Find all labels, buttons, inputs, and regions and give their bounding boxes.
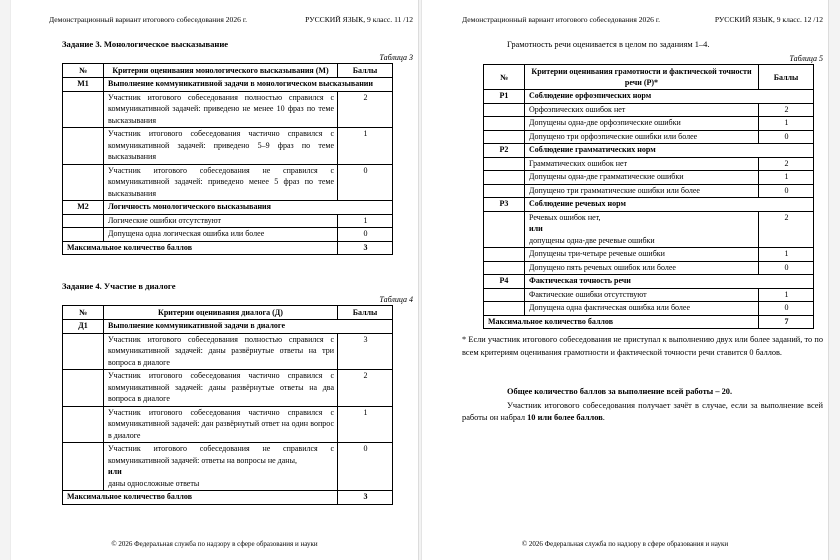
footnote-paragraph: * Если участник итогового собеседования не приступал к выполнению двух или более заданий, то по всем критериям оценивания грамотности и фактической точности речи ставится 0 баллов. — [462, 335, 823, 357]
column-header: № — [63, 64, 104, 78]
criterion-text-cell: Допущены три-четыре речевые ошибки — [525, 248, 759, 262]
criterion-group-title-cell: Логичность монологического высказывания — [104, 201, 393, 215]
table-row — [63, 214, 393, 228]
criterion-number-cell — [484, 184, 525, 198]
criterion-text-cell: Участник итогового собеседования полностью справился с коммуникативной задачей: приведено не менее 10 фраз по теме высказывания — [104, 91, 338, 128]
table-row — [63, 128, 393, 165]
criterion-number-cell: Р3 — [484, 198, 525, 212]
score-cell: 1 — [759, 288, 814, 302]
score-cell: 1 — [338, 128, 393, 165]
table-header-row — [63, 64, 393, 78]
criterion-number-cell — [63, 164, 104, 201]
table-row — [63, 443, 393, 491]
criterion-number-cell — [484, 211, 525, 248]
score-cell: 2 — [338, 91, 393, 128]
max-score-value-cell: 3 — [338, 491, 393, 505]
score-cell: 3 — [338, 333, 393, 370]
criterion-text-cell: Допущены одна-две орфоэпические ошибки — [525, 117, 759, 131]
score-cell: 2 — [759, 157, 814, 171]
criterion-text-line: или — [529, 224, 543, 233]
criterion-number-cell — [484, 103, 525, 117]
column-header: Баллы — [338, 64, 393, 78]
table-row — [484, 184, 814, 198]
criterion-text-cell: Логические ошибки отсутствуют — [104, 214, 338, 228]
table3-caption: Таблица 3 — [379, 53, 413, 62]
criterion-text-cell: Допущено три грамматические ошибки или более — [525, 184, 759, 198]
table-row — [63, 78, 393, 92]
criterion-group-title-cell: Фактическая точность речи — [525, 275, 814, 289]
criterion-text-cell: Допущено три орфоэпические ошибки или более — [525, 130, 759, 144]
criterion-number-cell — [484, 248, 525, 262]
criterion-text-line: или — [108, 467, 122, 476]
score-cell: 1 — [759, 171, 814, 185]
criterion-text-cell: Допущена одна фактическая ошибка или более — [525, 302, 759, 316]
table-row — [484, 90, 814, 104]
column-header: Баллы — [759, 65, 814, 90]
criterion-text-line: даны односложные ответы — [108, 478, 200, 488]
table-row — [484, 302, 814, 316]
column-header: Критерии оценивания грамотности и фактической точности речи (Р)* — [525, 65, 759, 90]
subject-page-number: РУССКИЙ ЯЗЫК, 9 класс. 11 /12 — [305, 15, 413, 24]
criterion-text-cell: Участник итогового собеседования частично справился с коммуникативной задачей: приведено 5–9 фраз по теме высказывания — [104, 128, 338, 165]
subject-page-number: РУССКИЙ ЯЗЫК, 9 класс. 12 /12 — [714, 15, 823, 24]
table-row — [484, 211, 814, 248]
table-row — [484, 315, 814, 329]
score-cell: 2 — [338, 370, 393, 407]
criterion-number-cell — [63, 443, 104, 491]
table-row — [63, 333, 393, 370]
score-cell: 1 — [338, 406, 393, 443]
criterion-number-cell — [63, 228, 104, 242]
criterion-number-cell — [63, 91, 104, 128]
score-cell: 2 — [759, 211, 814, 248]
table-row — [484, 275, 814, 289]
criterion-text-line: Речевых ошибок нет, — [529, 212, 601, 222]
criterion-group-title-cell: Соблюдение грамматических норм — [525, 144, 814, 158]
criterion-number-cell — [484, 130, 525, 144]
column-header: № — [63, 306, 104, 320]
criterion-number-cell — [63, 370, 104, 407]
criterion-text-cell: Орфоэпических ошибок нет — [525, 103, 759, 117]
grammar-intro-paragraph: Грамотность речи оценивается в целом по заданиям 1–4. — [507, 40, 710, 49]
criterion-text-cell — [104, 443, 338, 491]
criterion-group-title-cell: Выполнение коммуникативной задачи в монологическом высказывании — [104, 78, 393, 92]
score-cell: 0 — [338, 443, 393, 491]
page-content — [422, 0, 828, 560]
criterion-number-cell: М1 — [63, 78, 104, 92]
table-row — [63, 241, 393, 255]
document-title: Демонстрационный вариант итогового собеседования 2026 г. — [462, 15, 660, 24]
table-header-row — [63, 306, 393, 320]
criterion-number-cell: Р1 — [484, 90, 525, 104]
criterion-group-title-cell: Выполнение коммуникативной задачи в диалоге — [104, 320, 393, 334]
column-header: № — [484, 65, 525, 90]
criterion-number-cell: Р2 — [484, 144, 525, 158]
criterion-number-cell: Д1 — [63, 320, 104, 334]
table-row — [63, 91, 393, 128]
table-row — [484, 198, 814, 212]
criterion-number-cell — [63, 333, 104, 370]
score-cell: 2 — [759, 103, 814, 117]
score-cell: 1 — [759, 117, 814, 131]
max-score-label-cell: Максимальное количество баллов — [63, 241, 338, 255]
max-score-label-cell: Максимальное количество баллов — [63, 491, 338, 505]
max-score-value-cell: 3 — [338, 241, 393, 255]
criteria-table-4 — [62, 305, 393, 505]
table-row — [484, 288, 814, 302]
table-row — [63, 320, 393, 334]
pass-text-end: . — [602, 413, 605, 422]
criterion-text-cell: Фактические ошибки отсутствуют — [525, 288, 759, 302]
criterion-group-title-cell: Соблюдение орфоэпических норм — [525, 90, 814, 104]
score-cell: 0 — [759, 302, 814, 316]
criterion-text-cell: Участник итогового собеседования не справился с коммуникативной задачей: приведено менее 5 фраз по теме высказывания — [104, 164, 338, 201]
table-row — [63, 201, 393, 215]
criterion-number-cell — [484, 117, 525, 131]
document-page-12 — [421, 0, 829, 560]
table-row — [484, 157, 814, 171]
table-row — [63, 164, 393, 201]
table5-caption: Таблица 5 — [789, 54, 823, 63]
table-header-row — [484, 65, 814, 90]
criterion-number-cell — [484, 171, 525, 185]
table-row — [484, 171, 814, 185]
page-content — [11, 0, 418, 560]
table4-caption: Таблица 4 — [379, 295, 413, 304]
score-cell: 1 — [338, 214, 393, 228]
task4-title: Задание 4. Участие в диалоге — [62, 281, 176, 291]
page-running-header — [49, 15, 413, 24]
pass-threshold: 10 или более баллов — [527, 413, 603, 422]
total-score-line: Общее количество баллов за выполнение всей работы – 20. — [507, 387, 733, 396]
page-footer-copyright: © 2026 Федеральная служба по надзору в сфере образования и науки — [111, 540, 318, 548]
max-score-value-cell: 7 — [759, 315, 814, 329]
score-cell: 0 — [759, 261, 814, 275]
score-cell: 0 — [759, 184, 814, 198]
criterion-number-cell — [484, 261, 525, 275]
table-row — [484, 117, 814, 131]
criterion-text-cell: Допущены одна-две грамматические ошибки — [525, 171, 759, 185]
pass-condition-paragraph — [462, 400, 823, 425]
criterion-text-cell: Участник итогового собеседования полностью справился с коммуникативной задачей: даны развёрнутые ответы на три вопроса в диалоге — [104, 333, 338, 370]
column-header: Критерии оценивания диалога (Д) — [104, 306, 338, 320]
criterion-text-cell: Участник итогового собеседования частично справился с коммуникативной задачей: дан развёрнутый ответ на один вопрос в диалоге — [104, 406, 338, 443]
criterion-text-cell: Допущена одна логическая ошибка или более — [104, 228, 338, 242]
table-row — [63, 370, 393, 407]
max-score-label-cell: Максимальное количество баллов — [484, 315, 759, 329]
criterion-number-cell — [484, 157, 525, 171]
criterion-text-cell: Участник итогового собеседования частично справился с коммуникативной задачей: даны развёрнутые ответы на два вопроса в диалоге — [104, 370, 338, 407]
criterion-number-cell — [63, 406, 104, 443]
column-header: Баллы — [338, 306, 393, 320]
page-running-header — [462, 15, 823, 24]
pass-text: Участник итогового собеседования получает зачёт в случае, если за выполнение всей работы он набрал — [462, 400, 823, 422]
criteria-table-5 — [483, 64, 814, 329]
table-row — [63, 406, 393, 443]
criterion-number-cell — [484, 288, 525, 302]
table-row — [484, 261, 814, 275]
document-page-11 — [10, 0, 419, 560]
criteria-table-3 — [62, 63, 393, 255]
document-title: Демонстрационный вариант итогового собеседования 2026 г. — [49, 15, 247, 24]
table-row — [484, 248, 814, 262]
criterion-text-cell: Допущено пять речевых ошибок или более — [525, 261, 759, 275]
score-cell: 0 — [338, 164, 393, 201]
task3-title: Задание 3. Монологическое высказывание — [62, 39, 229, 49]
table-row — [63, 491, 393, 505]
table-row — [484, 130, 814, 144]
page-footer-copyright: © 2026 Федеральная служба по надзору в сфере образования и науки — [521, 540, 729, 548]
score-cell: 0 — [338, 228, 393, 242]
criterion-number-cell — [63, 214, 104, 228]
table-row — [63, 228, 393, 242]
score-cell: 1 — [759, 248, 814, 262]
criterion-number-cell — [484, 302, 525, 316]
criterion-text-line: допущены одна-две речевые ошибки — [529, 235, 655, 245]
table-row — [484, 103, 814, 117]
criterion-number-cell: Р4 — [484, 275, 525, 289]
column-header: Критерии оценивания монологического высказывания (М) — [104, 64, 338, 78]
criterion-number-cell — [63, 128, 104, 165]
score-cell: 0 — [759, 130, 814, 144]
criterion-number-cell: М2 — [63, 201, 104, 215]
criterion-text-cell: Грамматических ошибок нет — [525, 157, 759, 171]
criterion-text-cell — [525, 211, 759, 248]
table-row — [484, 144, 814, 158]
criterion-text-line: Участник итогового собеседования не справился с коммуникативной задачей: ответы на вопросы не даны, — [108, 444, 334, 465]
criterion-group-title-cell: Соблюдение речевых норм — [525, 198, 814, 212]
